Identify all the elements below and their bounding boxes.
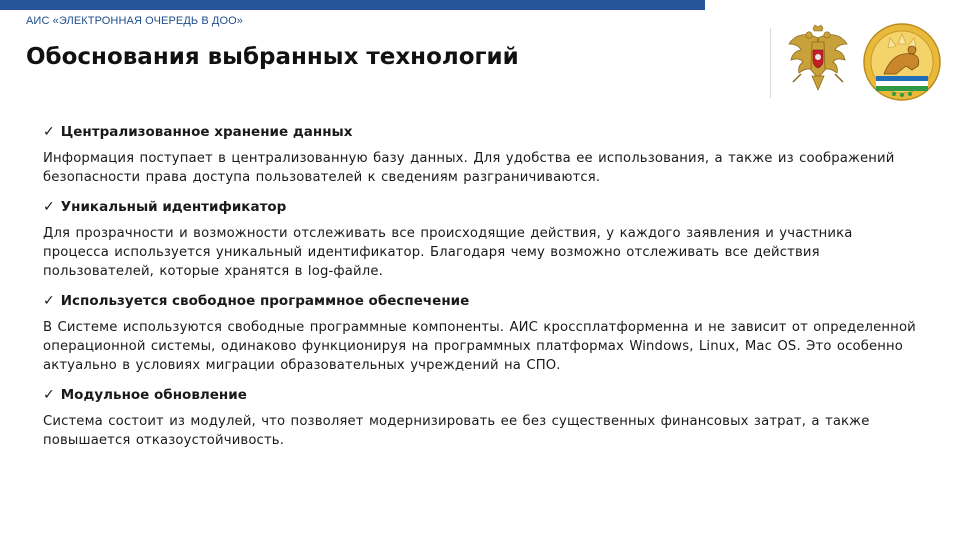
vertical-divider [770, 28, 771, 98]
section-paragraph: Для прозрачности и возможности отслеживать все происходящие действия, у каждого заявления и участника процесса используется уникальный идентификатор. Благодаря чему возможно отслеживать все действия пользователей, которые хранятся в log-файле. [43, 226, 853, 279]
section-modular-update [43, 387, 923, 450]
section-heading-text: Модульное обновление [60, 387, 247, 403]
russian-coat-of-arms-icon [787, 24, 849, 92]
page-title: Обоснования выбранных технологий [26, 44, 519, 70]
section-free-software [43, 293, 923, 375]
section-centralized-storage [43, 124, 923, 187]
section-heading-text: Уникальный идентификатор [60, 199, 287, 215]
content-area [43, 124, 923, 462]
section-heading [43, 124, 923, 140]
checkmark-icon: ✓ [43, 387, 55, 403]
section-heading [43, 293, 923, 309]
section-heading-text: Централизованное хранение данных [60, 124, 353, 140]
org-label: АИС «ЭЛЕКТРОННАЯ ОЧЕРЕДЬ В ДОО» [26, 15, 244, 27]
bashkortostan-emblem-icon [862, 22, 942, 102]
section-heading [43, 199, 923, 215]
top-accent-bar [0, 0, 705, 10]
section-heading-text: Используется свободное программное обеспечение [60, 293, 470, 309]
checkmark-icon: ✓ [43, 293, 55, 309]
section-heading [43, 387, 923, 403]
section-paragraph: В Системе используются свободные программные компоненты. АИС кроссплатформенна и не зависит от определенной операционной системы, одинаково функционируя на программных платформах Windows, Linux, Mac OS. Это особенно актуально в условиях миграции образовательных учреждений на СПО. [43, 320, 916, 373]
section-paragraph: Система состоит из модулей, что позволяет модернизировать ее без существенных финансовых затрат, а также повышается отказоустойчивость. [43, 414, 870, 448]
checkmark-icon: ✓ [43, 199, 55, 215]
checkmark-icon: ✓ [43, 124, 55, 140]
section-unique-identifier [43, 199, 923, 281]
section-paragraph: Информация поступает в централизованную базу данных. Для удобства ее использования, а также из соображений безопасности права доступа пользователей к сведениям разграничиваются. [43, 151, 895, 185]
